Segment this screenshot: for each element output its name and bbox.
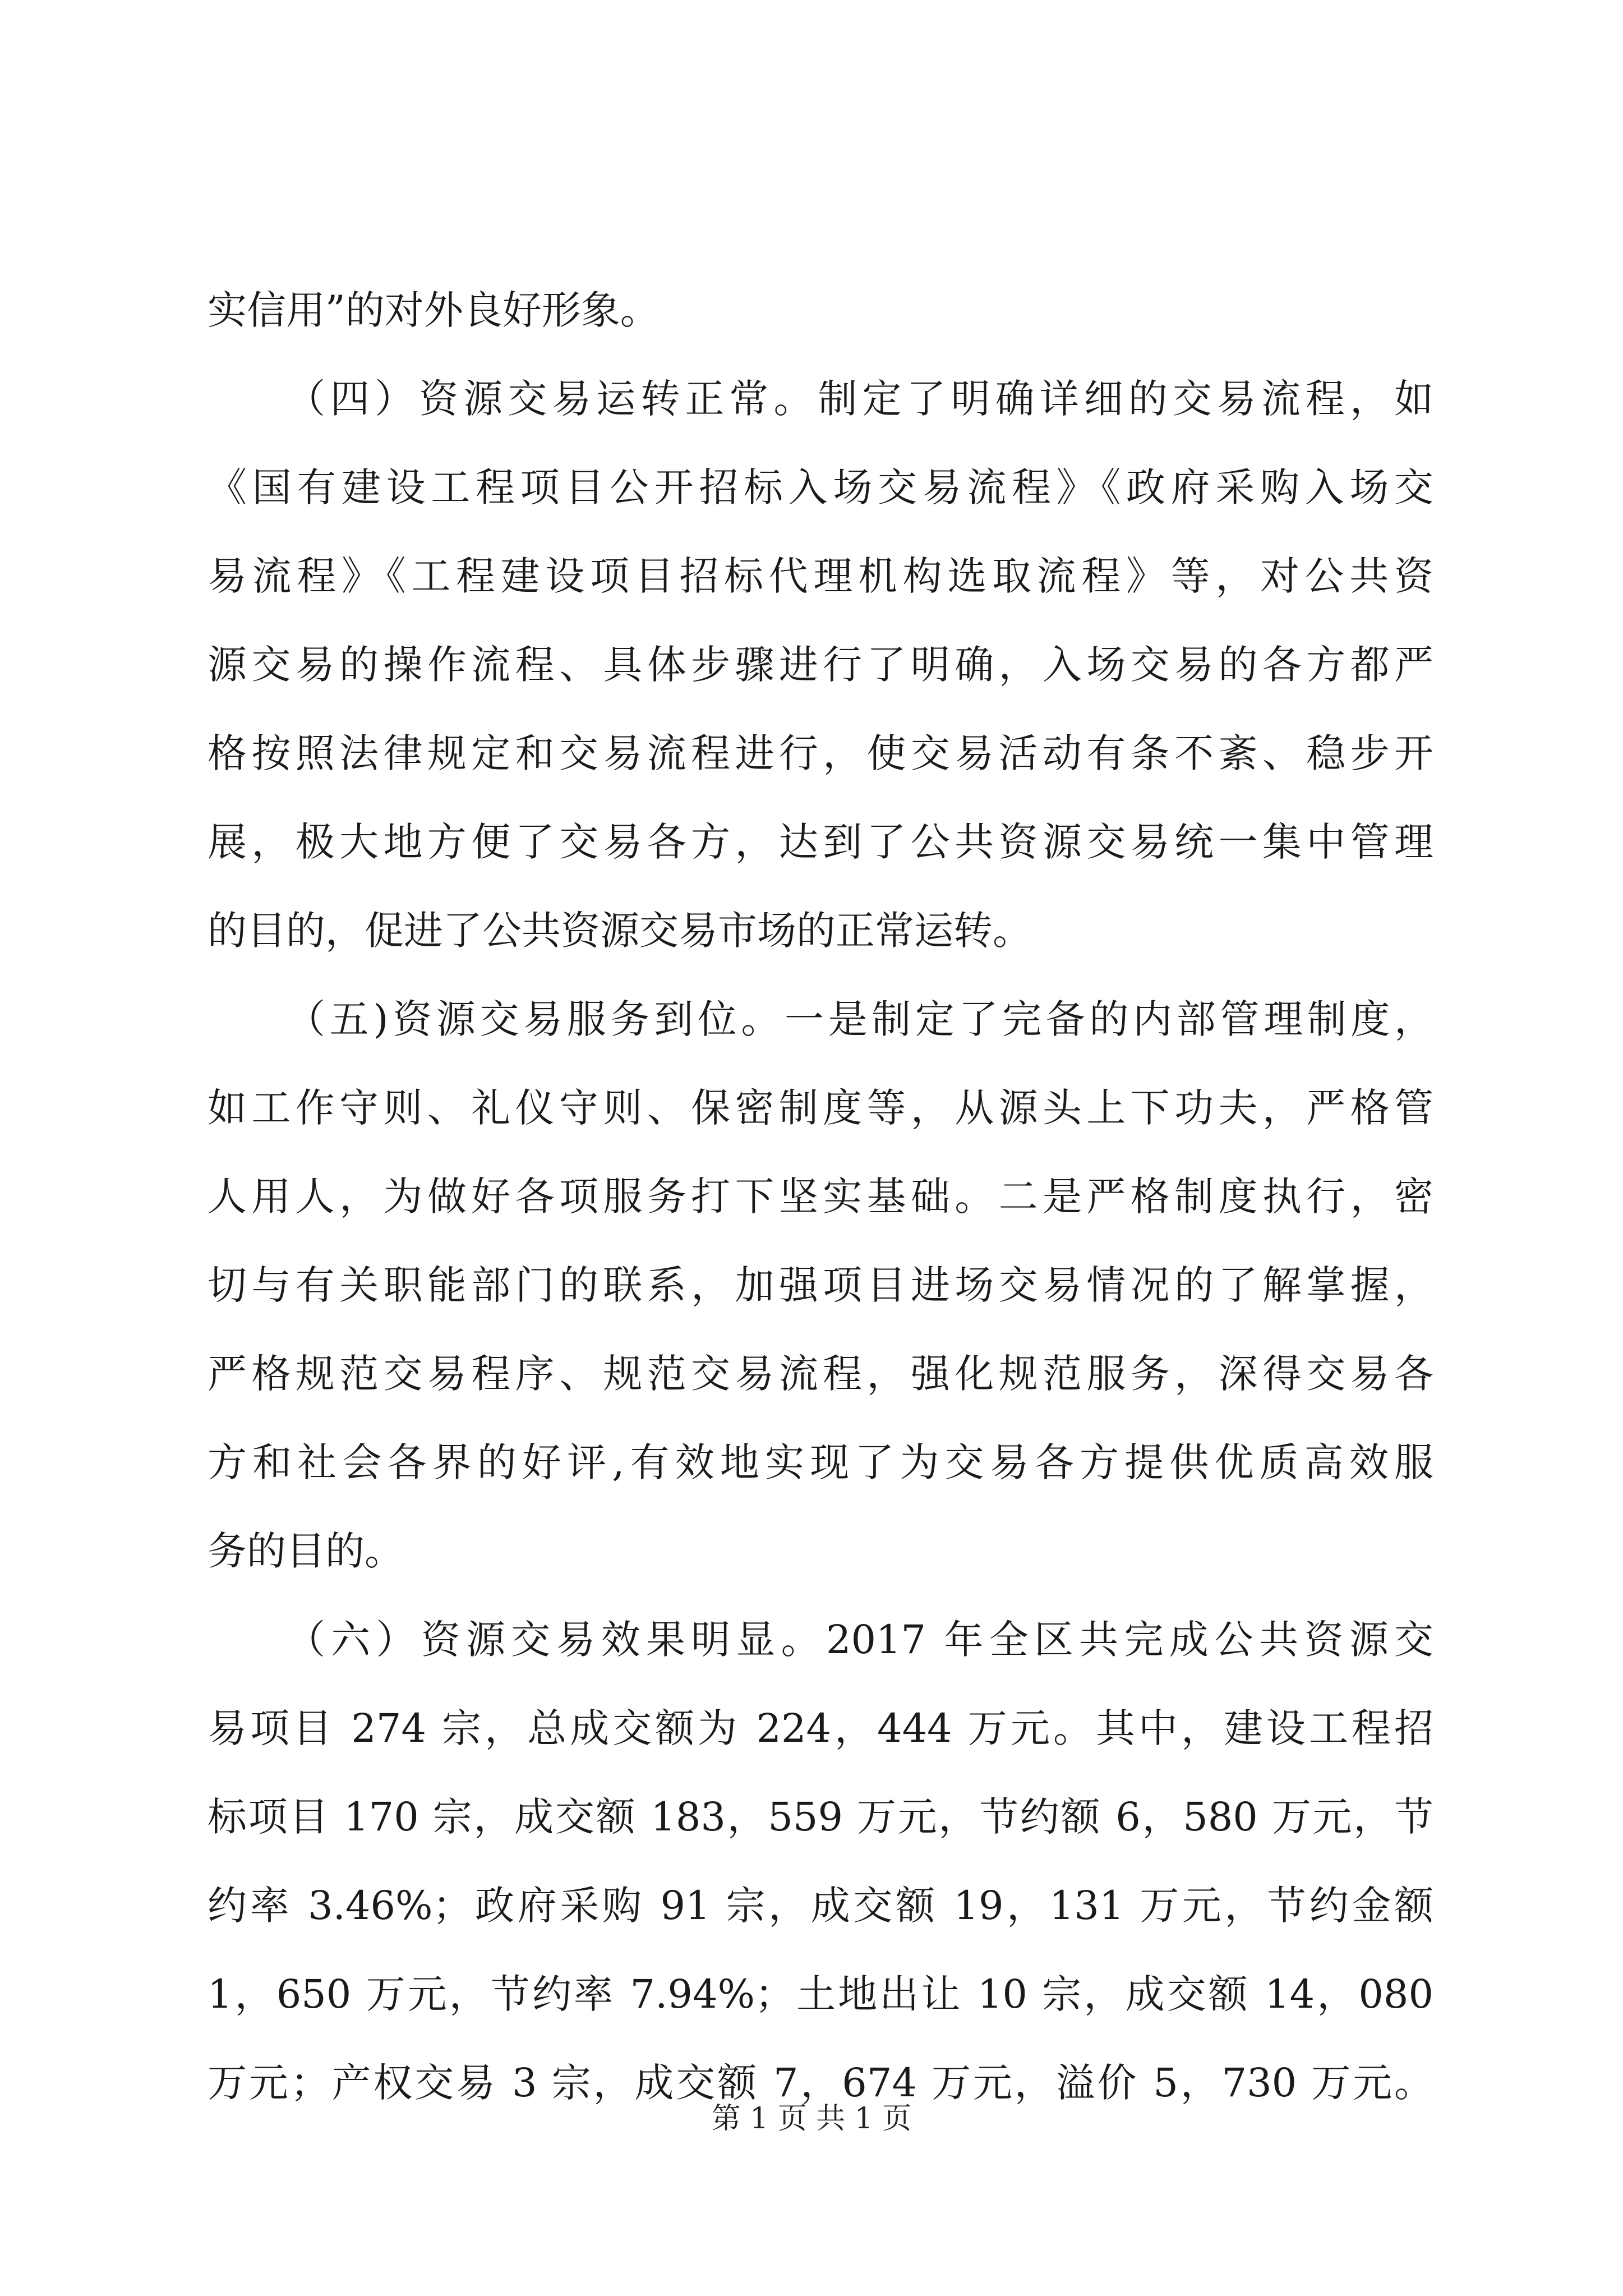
text-line: 源交易的操作流程、具体步骤进行了明确，入场交易的各方都严 <box>208 642 1433 688</box>
body-text <box>208 266 1433 2127</box>
text-line: 方和社会各界的好评,有效地实现了为交易各方提供优质高效服 <box>208 1439 1433 1485</box>
text-line: 的目的，促进了公共资源交易市场的正常运转。 <box>208 908 1032 954</box>
text-line: 标项目 170 宗，成交额 183，559 万元，节约额 6，580 万元，节 <box>208 1794 1433 1840</box>
text-line: 易流程》《工程建设项目招标代理机构选取流程》等，对公共资 <box>208 553 1433 599</box>
text-line: 格按照法律规定和交易流程进行，使交易活动有条不紊、稳步开 <box>208 730 1433 776</box>
text-line: 易项目 274 宗，总成交额为 224，444 万元。其中，建设工程招 <box>208 1705 1433 1751</box>
text-line: 如工作守则、礼仪守则、保密制度等，从源头上下功夫，严格管 <box>208 1085 1433 1131</box>
text-line: 严格规范交易程序、规范交易流程，强化规范服务，深得交易各 <box>208 1351 1433 1397</box>
page-footer: 第 1 页 共 1 页 <box>711 2102 912 2136</box>
text-line: （五)资源交易服务到位。一是制定了完备的内部管理制度， <box>286 996 1433 1042</box>
text-line: 切与有关职能部门的联系，加强项目进场交易情况的了解掌握， <box>208 1262 1433 1308</box>
text-line: 展，极大地方便了交易各方，达到了公共资源交易统一集中管理 <box>208 819 1433 865</box>
text-line: 约率 3.46%；政府采购 91 宗，成交额 19，131 万元，节约金额 <box>208 1883 1433 1929</box>
text-line: 务的目的。 <box>208 1528 404 1574</box>
text-line: 万元；产权交易 3 宗，成交额 7，674 万元，溢价 5，730 万元。 <box>208 2060 1433 2106</box>
text-line: （四）资源交易运转正常。制定了明确详细的交易流程，如 <box>286 376 1433 422</box>
text-line: （六）资源交易效果明显。2017 年全区共完成公共资源交 <box>286 1617 1433 1663</box>
text-line: 实信用”的对外良好形象。 <box>208 287 660 333</box>
text-line: 《国有建设工程项目公开招标入场交易流程》《政府采购入场交 <box>208 464 1433 510</box>
text-line: 人用人，为做好各项服务打下坚实基础。二是严格制度执行，密 <box>208 1174 1433 1220</box>
text-line: 1，650 万元，节约率 7.94%；土地出让 10 宗，成交额 14，080 <box>208 1971 1433 2017</box>
